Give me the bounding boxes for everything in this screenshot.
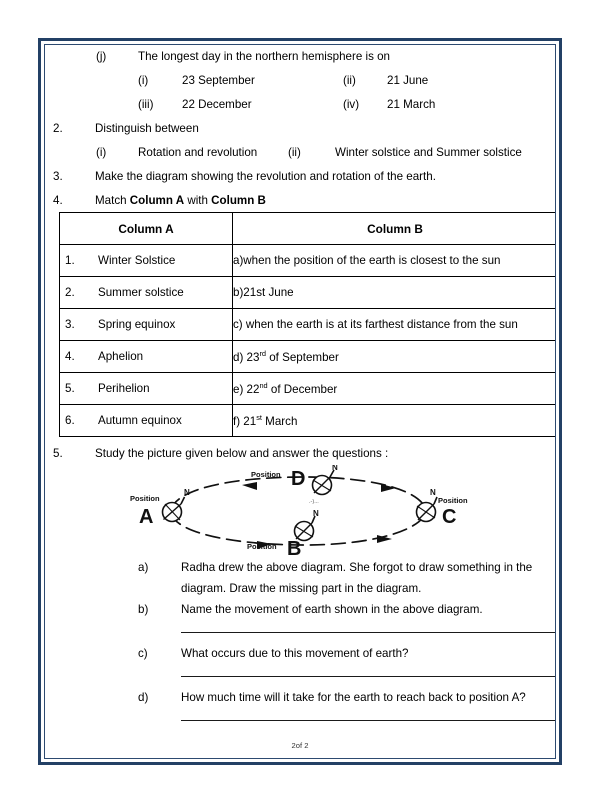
match-row-term: Autumn equinox bbox=[98, 414, 182, 427]
option-ii-marker: (ii) bbox=[343, 74, 356, 87]
option-iv-label: 21 March bbox=[387, 98, 436, 111]
earth-position-b bbox=[247, 509, 319, 557]
option-i-marker: (i) bbox=[138, 74, 149, 87]
question-2-marker: 2. bbox=[53, 122, 63, 135]
table-row bbox=[60, 341, 557, 373]
page-inner-border bbox=[44, 44, 556, 759]
match-cell-column-a bbox=[60, 277, 233, 309]
option-iii bbox=[138, 97, 343, 112]
match-table-header-column-a: Column A bbox=[60, 213, 233, 245]
option-ii-label: 21 June bbox=[387, 74, 429, 87]
match-cell-column-a bbox=[60, 245, 233, 277]
question-4 bbox=[53, 193, 545, 208]
position-c-north-label: N bbox=[430, 488, 436, 497]
position-c-letter: C bbox=[442, 506, 457, 528]
match-cell-column-a bbox=[60, 405, 233, 437]
question-5-part bbox=[53, 643, 545, 664]
match-table-header-row bbox=[60, 213, 557, 245]
question-3-marker: 3. bbox=[53, 170, 63, 183]
question-5-part-text bbox=[181, 599, 545, 620]
question-5-part-line-1: What occurs due to this movement of earth? bbox=[181, 647, 409, 660]
match-row-definition-tail: of September bbox=[266, 350, 339, 364]
option-ii bbox=[343, 73, 428, 88]
position-a-letter: A bbox=[139, 506, 154, 528]
question-5 bbox=[53, 446, 545, 461]
position-a-north-label: N bbox=[184, 488, 190, 497]
match-cell-column-b bbox=[233, 277, 557, 309]
match-row-index: 5. bbox=[65, 382, 75, 395]
question-2-item-ii-label: Winter solstice and Summer solstice bbox=[335, 146, 522, 159]
match-row-term: Perihelion bbox=[98, 382, 150, 395]
page-frame bbox=[38, 38, 562, 765]
earth-orbit-svg bbox=[129, 465, 469, 557]
question-2 bbox=[53, 121, 545, 136]
question-4-column-b-bold: Column B bbox=[211, 194, 266, 207]
match-cell-column-b bbox=[233, 245, 557, 277]
question-5-text: Study the picture given below and answer the questions : bbox=[95, 447, 389, 460]
match-row-term: Summer solstice bbox=[98, 286, 184, 299]
match-row-term: Winter Solstice bbox=[98, 254, 176, 267]
match-row-definition-tail: March bbox=[261, 414, 298, 428]
option-iii-marker: (iii) bbox=[138, 98, 154, 111]
question-4-text-pre: Match bbox=[95, 194, 130, 207]
document-content bbox=[45, 45, 555, 758]
earth-position-d bbox=[251, 465, 338, 505]
answer-line[interactable] bbox=[181, 631, 556, 633]
question-5-part-line-1: How much time will it take for the earth to reach back to position A? bbox=[181, 691, 526, 704]
table-row bbox=[60, 373, 557, 405]
table-row bbox=[60, 405, 557, 437]
match-cell-column-a bbox=[60, 373, 233, 405]
question-2-item-ii-marker: (ii) bbox=[288, 146, 301, 159]
arrow-top-left bbox=[242, 482, 257, 490]
question-1j-options-row-1 bbox=[53, 73, 545, 88]
question-5-part-marker: b) bbox=[138, 603, 149, 616]
question-1j-marker: (j) bbox=[96, 50, 107, 63]
position-b-letter: B bbox=[287, 538, 302, 557]
option-iv bbox=[343, 97, 435, 112]
position-d-position-label: Position bbox=[251, 470, 281, 479]
position-b-position-label: Position bbox=[247, 542, 277, 551]
table-row bbox=[60, 277, 557, 309]
match-row-ordinal-suffix: rd bbox=[259, 349, 267, 359]
option-i-label: 23 September bbox=[182, 74, 255, 87]
match-row-definition: f) 21 bbox=[233, 414, 257, 428]
position-d-sublabel: .-)... bbox=[309, 499, 319, 505]
question-5-part-line-2: diagram. Draw the missing part in the diagram. bbox=[181, 582, 422, 595]
match-row-ordinal-suffix: nd bbox=[259, 381, 268, 391]
match-cell-column-a bbox=[60, 309, 233, 341]
question-3-text: Make the diagram showing the revolution and rotation of the earth. bbox=[95, 170, 436, 183]
question-1j-text: The longest day in the northern hemisphere is on bbox=[138, 50, 390, 63]
position-d-letter: D bbox=[291, 468, 306, 490]
earth-position-a bbox=[130, 488, 190, 528]
question-5-part-marker: a) bbox=[138, 561, 149, 574]
match-row-definition: d) 23 bbox=[233, 350, 260, 364]
position-a-position-label: Position bbox=[130, 494, 160, 503]
question-2-text: Distinguish between bbox=[95, 122, 199, 135]
arrow-top-right bbox=[381, 484, 396, 492]
match-row-definition: e) 22 bbox=[233, 382, 260, 396]
answer-line[interactable] bbox=[181, 675, 556, 677]
question-2-item-i-label: Rotation and revolution bbox=[138, 146, 258, 159]
match-table-header-column-b: Column B bbox=[233, 213, 557, 245]
question-4-text-mid: with bbox=[184, 194, 212, 207]
question-5-subparts bbox=[53, 557, 545, 721]
position-d-north-label: N bbox=[332, 465, 338, 472]
question-5-part bbox=[53, 599, 545, 620]
question-5-marker: 5. bbox=[53, 447, 63, 460]
question-4-marker: 4. bbox=[53, 194, 63, 207]
question-5-part-marker: d) bbox=[138, 691, 149, 704]
match-cell-column-b bbox=[233, 373, 557, 405]
option-iii-label: 22 December bbox=[182, 98, 252, 111]
match-cell-column-b bbox=[233, 309, 557, 341]
question-5-part bbox=[53, 557, 545, 599]
match-cell-column-b bbox=[233, 405, 557, 437]
match-table bbox=[59, 212, 556, 437]
match-row-term: Spring equinox bbox=[98, 318, 176, 331]
table-row bbox=[60, 309, 557, 341]
earth-position-c bbox=[417, 488, 469, 528]
question-1j bbox=[53, 49, 545, 64]
match-row-index: 2. bbox=[65, 286, 75, 299]
match-cell-column-b bbox=[233, 341, 557, 373]
position-c-position-label: Position bbox=[438, 496, 468, 505]
match-row-definition: b)21st June bbox=[233, 286, 294, 299]
question-5-part-text bbox=[181, 687, 545, 708]
question-1j-options-row-2 bbox=[53, 97, 545, 112]
match-row-definition-tail: of December bbox=[267, 382, 338, 396]
answer-line[interactable] bbox=[181, 719, 556, 721]
question-5-part-text bbox=[181, 643, 545, 664]
question-4-column-a-bold: Column A bbox=[129, 194, 185, 207]
match-row-definition: c) when the earth is at its farthest distance from the sun bbox=[233, 318, 518, 331]
earth-revolution-diagram bbox=[53, 465, 545, 557]
option-iv-marker: (iv) bbox=[343, 98, 360, 111]
match-row-index: 1. bbox=[65, 254, 75, 267]
question-5-part-text bbox=[181, 557, 545, 599]
question-4-text bbox=[95, 193, 545, 208]
position-b-north-label: N bbox=[313, 509, 319, 518]
match-cell-column-a bbox=[60, 341, 233, 373]
match-row-index: 6. bbox=[65, 414, 75, 427]
match-row-ordinal-suffix: st bbox=[256, 413, 262, 423]
question-2-item-i-marker: (i) bbox=[96, 146, 107, 159]
question-2-items bbox=[53, 145, 545, 160]
match-row-term: Aphelion bbox=[98, 350, 144, 363]
match-row-index: 3. bbox=[65, 318, 75, 331]
table-row bbox=[60, 245, 557, 277]
match-row-definition: a)when the position of the earth is closest to the sun bbox=[233, 254, 501, 267]
match-row-index: 4. bbox=[65, 350, 75, 363]
question-5-part-marker: c) bbox=[138, 647, 148, 660]
question-3 bbox=[53, 169, 545, 184]
question-5-part bbox=[53, 687, 545, 708]
option-i bbox=[138, 73, 343, 88]
question-5-part-line-1: Name the movement of earth shown in the above diagram. bbox=[181, 603, 483, 616]
question-5-part-line-1: Radha drew the above diagram. She forgot to draw something in the bbox=[181, 561, 533, 574]
page-footer: 2of 2 bbox=[291, 741, 309, 750]
